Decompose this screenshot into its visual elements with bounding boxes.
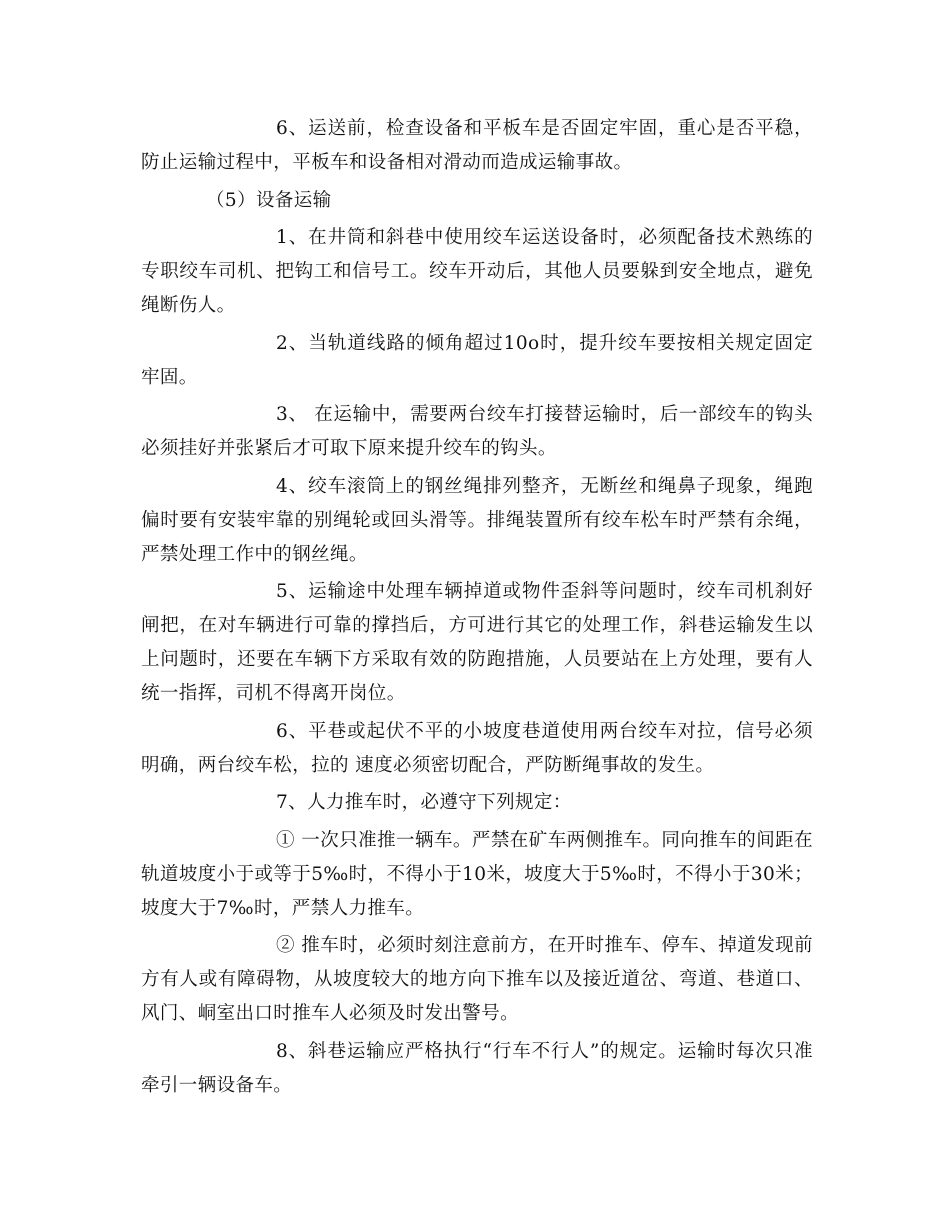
- paragraph-item-8: 8、斜巷运输应严格执行“行车不行人”的规定。运输时每次只准牵引一辆设备车。: [141, 1040, 813, 1096]
- paragraph-item-6-fixing: 6、运送前，检查设备和平板车是否固定牢固，重心是否平稳，防止运输过程中，平板车和设备相对滑动而造成运输事故。: [141, 118, 813, 173]
- paragraph-item-7: 7、人力推车时，必遵守下列规定：: [276, 792, 572, 813]
- paragraph-item-5: 5、运输途中处理车辆掉道或物件歪斜等问题时，绞车司机刹好闸把，在对车辆进行可靠的撑挡后，方可进行其它的处理工作，斜巷运输发生以上问题时，还要在车辆下方采取有效的防跑措施，人员要站在上方处理，要有人统一指挥，司机不得离开岗位。: [141, 581, 813, 704]
- section-heading-equipment-transport: （5）设备运输: [206, 189, 332, 211]
- document-page: [141, 112, 813, 1106]
- paragraph-item-2: 2、当轨道线路的倾角超过10o时，提升绞车要按相关规定固定牢固。: [141, 332, 813, 388]
- paragraph-rule-2: ② 推车时，必须时刻注意前方，在开时推车、停车、掉道发现前方有人或有障碍物，从坡度较大的地方向下推车以及接近道岔、弯道、巷道口、风门、峒室出口时推车人必须及时发出警号。: [141, 935, 813, 1024]
- paragraph-item-4: 4、绞车滚筒上的钢丝绳排列整齐，无断丝和绳鼻子现象，绳跑偏时要有安装牢靠的别绳轮或回头滑等。排绳装置所有绞车松车时严禁有余绳，严禁处理工作中的钢丝绳。: [141, 475, 813, 565]
- paragraph-item-3: 3、 在运输中，需要两台绞车打接替运输时，后一部绞车的钩头必须挂好并张紧后才可取下原来提升绞车的钩头。: [141, 404, 813, 459]
- paragraph-item-1: 1、在井筒和斜巷中使用绞车运送设备时，必须配备技术熟练的专职绞车司机、把钩工和信号工。绞车开动后，其他人员要躲到安全地点，避免绳断伤人。: [141, 227, 813, 316]
- paragraph-item-6: 6、平巷或起伏不平的小坡度巷道使用两台绞车对拉，信号必须明确，两台绞车松，拉的 速度必须密切配合，严防断绳事故的发生。: [141, 720, 813, 776]
- paragraph-rule-1: ① 一次只准推一辆车。严禁在矿车两侧推车。同向推车的间距在轨道坡度小于或等于5‰时，不得小于10米，坡度大于5‰时，不得小于30米；坡度大于7‰时，严禁人力推车。: [141, 829, 813, 919]
